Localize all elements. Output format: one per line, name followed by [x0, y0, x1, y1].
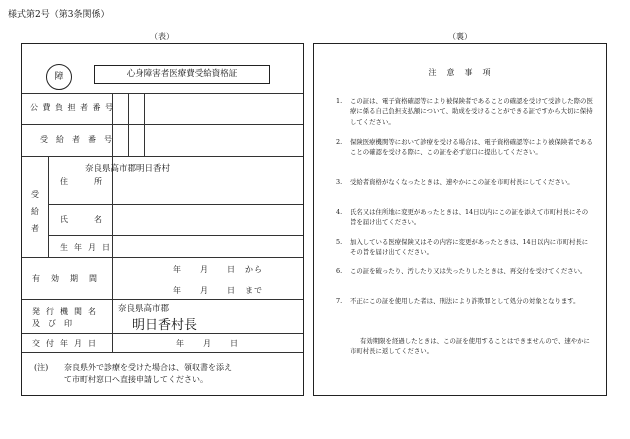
- validity-to: 年 月 日 まで: [173, 286, 263, 295]
- address-value: 奈良県高市郡明日香村: [85, 164, 171, 174]
- name-label: 氏名: [60, 215, 128, 224]
- notice-text: この証は、電子資格確認等により被保険者であることの確認を受けて受診した際の医療に係る自己負担支払額について、助成を受けることができる証ですから大切に保持してください。: [350, 97, 593, 126]
- note-text: 奈良県外で診療を受けた場合は、領収書を添えて市町村窓口へ直接申請してください。: [64, 363, 232, 384]
- closing-text: 有効期限を経過したときは、この証を使用することはできませんので、速やかに市町村長に返してください。: [350, 337, 590, 356]
- recipient-group-label: 受給者: [31, 190, 39, 233]
- notice-number: 5.: [336, 238, 343, 246]
- address-label: 住所: [60, 177, 128, 186]
- row-divider: [48, 204, 303, 205]
- row-divider: [22, 333, 303, 334]
- cell-divider: [128, 93, 129, 124]
- validity-from: 年 月 日 から: [173, 265, 263, 274]
- issue-date-label: 交付年月日: [32, 339, 102, 348]
- cell-divider: [144, 93, 145, 124]
- cell-divider: [128, 124, 129, 156]
- recipient-number-label: 受給者番号: [40, 135, 120, 144]
- row-divider: [22, 124, 303, 125]
- issuer-prefecture: 奈良県高市郡: [118, 304, 170, 314]
- form-number: 様式第2号（第3条関係）: [8, 10, 110, 20]
- notice-number: 6.: [336, 267, 343, 275]
- column-divider: [48, 156, 49, 257]
- row-divider: [22, 352, 303, 353]
- row-divider: [22, 156, 303, 157]
- notes-title: 注 意 事 項: [428, 68, 492, 77]
- notice-text: 加入している医療保険又はその内容に変更があったときは、14日以内に市町村長にその旨を届け出てください。: [350, 238, 589, 257]
- issuer-mayor: 明日香村長: [132, 318, 198, 333]
- back-card: [313, 43, 607, 396]
- notice-number: 7.: [336, 297, 343, 305]
- row-divider: [22, 93, 303, 94]
- notice-text: 不正にこの証を使用した者は、刑法により詐欺罪として処分の対象となります。: [350, 297, 580, 305]
- certificate-title: 心身障害者医療費受給資格証: [94, 65, 270, 84]
- public-burden-number-label: 公費負担者番号: [30, 103, 118, 112]
- notice-number: 2.: [336, 138, 343, 146]
- row-divider: [22, 299, 303, 300]
- back-side-label: （裏）: [448, 32, 472, 41]
- notice-number: 3.: [336, 178, 343, 186]
- issuer-label-line2: 及 び 印: [32, 319, 72, 328]
- validity-period-label: 有効期間: [32, 274, 108, 283]
- issuer-label-line1: 発行機関名: [32, 307, 102, 316]
- notice-text: 保険医療機関等において診療を受ける場合は、電子資格確認等により被保険者であることの確認を受ける際に、この証を必ず窓口に提出してください。: [350, 138, 593, 157]
- notice-text: 氏名又は住所地に変更があったときは、14日以内にこの証を添えて市町村長にその旨を届け出てください。: [350, 208, 589, 227]
- row-divider: [48, 235, 303, 236]
- notice-number: 1.: [336, 97, 343, 105]
- notice-number: 4.: [336, 208, 343, 216]
- note-label: (注): [34, 363, 49, 372]
- issue-date-value: 年 月 日: [176, 339, 239, 348]
- notice-text: 受給者資格がなくなったときは、速やかにこの証を市町村長にしてください。: [350, 178, 574, 186]
- cell-divider: [144, 124, 145, 156]
- front-side-label: （表）: [150, 32, 174, 41]
- disability-badge: 障: [46, 64, 72, 90]
- birthdate-label: 生年月日: [60, 243, 116, 252]
- row-divider: [22, 257, 303, 258]
- front-card: [21, 43, 304, 396]
- notice-text: この証を破ったり、汚したり又は失ったりしたときは、再交付を受けてください。: [350, 267, 587, 275]
